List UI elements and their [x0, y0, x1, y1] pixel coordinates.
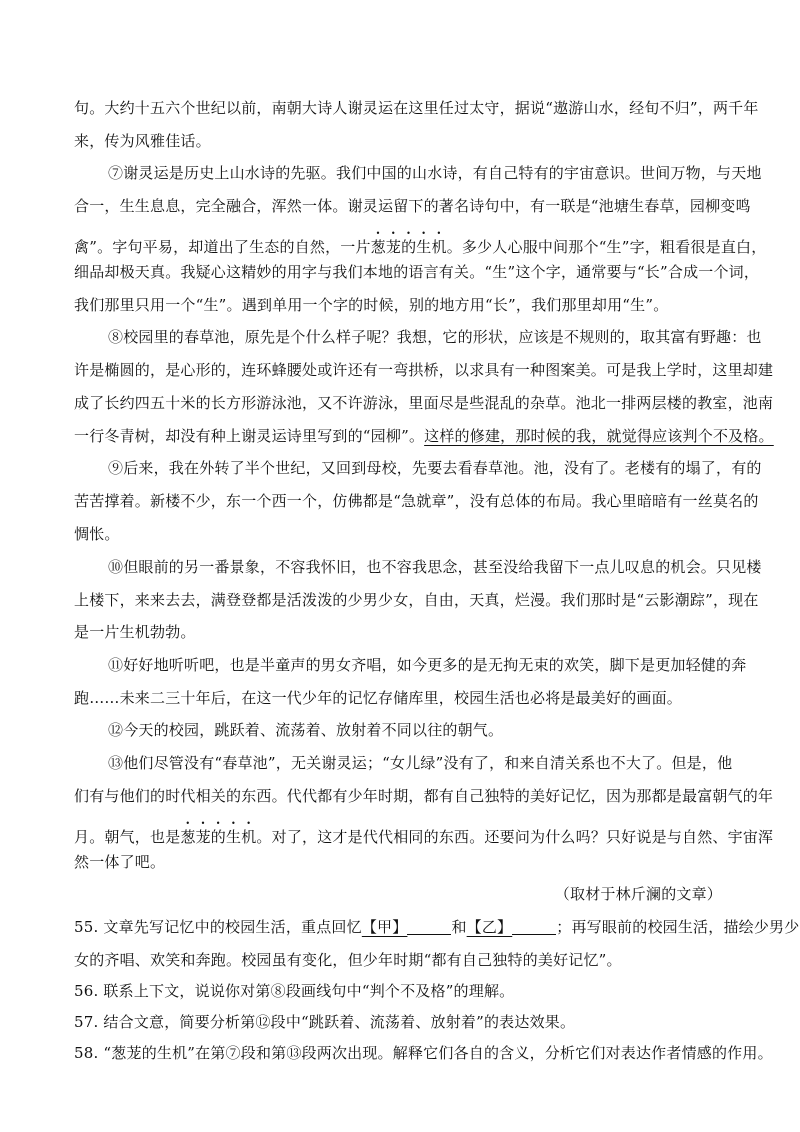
paragraph-8-line-2: 许是椭圆的，是心形的，连环蜂腰处或许还有一弯拱桥，以求具有一种图案美。可是我上学时，这里却建 [74, 361, 774, 379]
question-58: 58. “葱茏的生机”在第⑦段和第⑬段两次出现。解释它们各自的含义，分析它们对表达作者情感的作用。 [74, 1044, 773, 1062]
answer-blank-yi[interactable] [512, 920, 556, 935]
paragraph-11-line-1: ⑪好好地听听吧，也是半童声的男女齐唱，如今更多的是无拘无束的欢笑，脚下是更加轻健的奔 [108, 656, 747, 674]
paragraph-10-line-2: 上楼下，来来去去，满登登都是活泼泼的少男少女，自由，天真，烂漫。我们那时是“云影潮踪”，现在 [74, 591, 759, 609]
paragraph-7-text: 。多少人心服中间那个“生”字，粗看很是直白， [446, 238, 767, 256]
paragraph-12-line-1: ⑫今天的校园，跳跃着、流荡着、放射着不同以往的朝气。 [108, 721, 504, 739]
question-56: 56. 联系上下文，说说你对第⑧段画线句中“判个不及格”的理解。 [74, 982, 515, 1000]
paragraph-13-line-4: 然一体了吧。 [74, 853, 166, 871]
paragraph-9-line-1: ⑨后来，我在外转了半个世纪，又回到母校，先要去看春草池。池，没有了。老楼有的塌了，有的 [108, 459, 762, 477]
paragraph-13-text: 月。朝气，也是 [74, 828, 181, 846]
paragraph-13-line-1: ⑬他们尽管没有“春草池”，无关谢灵运；“女儿绿”没有了，和来自清关系也不大了。但是，他 [108, 754, 733, 772]
paragraph-7-line-2: 合一，生生息息，完全融合，浑然一体。谢灵运留下的著名诗句中，有一联是“池塘生春草，园柳变鸣 [74, 197, 751, 215]
paragraph-13-text: 。对了，这才是代代相同的东西。还要问为什么吗？只好说是与自然、宇宙浑 [256, 828, 774, 846]
paragraph-8-line-3: 成了长约四五十米的长方形游泳池，又不许游泳，里面尽是些混乱的杂草。池北一排两层楼的教室，池南 [74, 394, 774, 412]
answer-blank-jia[interactable] [407, 920, 451, 935]
paragraph-7-line-1: ⑦谢灵运是历史上山水诗的先驱。我们中国的山水诗，有自己特有的宇宙意识。世间万物，与天地 [108, 164, 762, 182]
paragraph-8-line-1: ⑧校园里的春草池，原先是个什么样子呢？我想，它的形状，应该是不规则的，取其富有野趣：也 [108, 328, 762, 346]
emphasized-phrase: 葱茏的生机 [370, 238, 447, 256]
question-55-line-2: 女的齐唱、欢笑和奔跑。校园虽有变化，但少年时期“都有自己独特的美好记忆”。 [74, 951, 622, 969]
paragraph-10-line-1: ⑩但眼前的另一番景象，不容我怀旧，也不容我思念，甚至没给我留下一点儿叹息的机会。只见楼 [108, 558, 762, 576]
paragraph-13-line-2: 们有与他们的时代相关的东西。代代都有少年时期，都有自己独特的美好记忆，因为那都是最富朝气的年 [74, 787, 774, 805]
paragraph-6-line-2: 来，传为风雅佳话。 [74, 132, 211, 150]
paragraph-7-line-4: 细品却极天真。我疑心这精妙的用字与我们本地的语言有关。“生”这个字，通常要与“长”合成一个词， [74, 263, 760, 281]
question-55-text: ；再写眼前的校园生活，描绘少男少 [556, 918, 800, 936]
paragraph-10-line-3: 是一片生机勃勃。 [74, 623, 196, 641]
emphasized-phrase: 葱茏的生机 [180, 828, 257, 846]
blank-yi-label: 【乙】 [466, 918, 513, 936]
paragraph-11-line-2: 跑……未来二三十年后，在这一代少年的记忆存储库里，校园生活也必将是最美好的画面。 [74, 689, 683, 707]
blank-jia-label: 【甲】 [361, 918, 408, 936]
paragraph-13-line-3 [74, 819, 773, 847]
paragraph-6-line-1: 句。大约十五六个世纪以前，南朝大诗人谢灵运在这里任过太守，据说“遨游山水，经旬不归”，两千年 [74, 99, 759, 117]
paragraph-8-text: 一行冬青树，却没有种上谢灵运诗里写到的“园柳”。 [74, 427, 425, 445]
source-attribution: （取材于林斤澜的文章） [554, 885, 722, 903]
paragraph-9-line-3: 惆怅。 [74, 525, 120, 543]
paragraph-7-text: 禽”。字句平易，却道出了生态的自然，一片 [74, 238, 371, 256]
question-57: 57. 结合文意，简要分析第⑫段中“跳跃着、流荡着、放射着”的表达效果。 [74, 1013, 576, 1031]
question-55-line-1 [74, 917, 799, 937]
paragraph-9-line-2: 苦苦撑着。新楼不少，东一个西一个，仿佛都是“急就章”，没有总体的布局。我心里暗暗有一丝莫名的 [74, 492, 759, 510]
question-55-text: 55. 文章先写记忆中的校园生活，重点回忆 [74, 918, 362, 936]
paragraph-7-line-3 [74, 229, 766, 257]
paragraph-8-line-4 [74, 426, 774, 446]
underlined-sentence: 这样的修建，那时候的我，就觉得应该判个不及格。 [424, 427, 774, 445]
paragraph-7-line-5: 我们那里只用一个“生”。遇到单用一个字的时候，别的地方用“长”，我们那里却用“生”。 [74, 296, 669, 314]
question-55-and: 和 [451, 918, 467, 936]
